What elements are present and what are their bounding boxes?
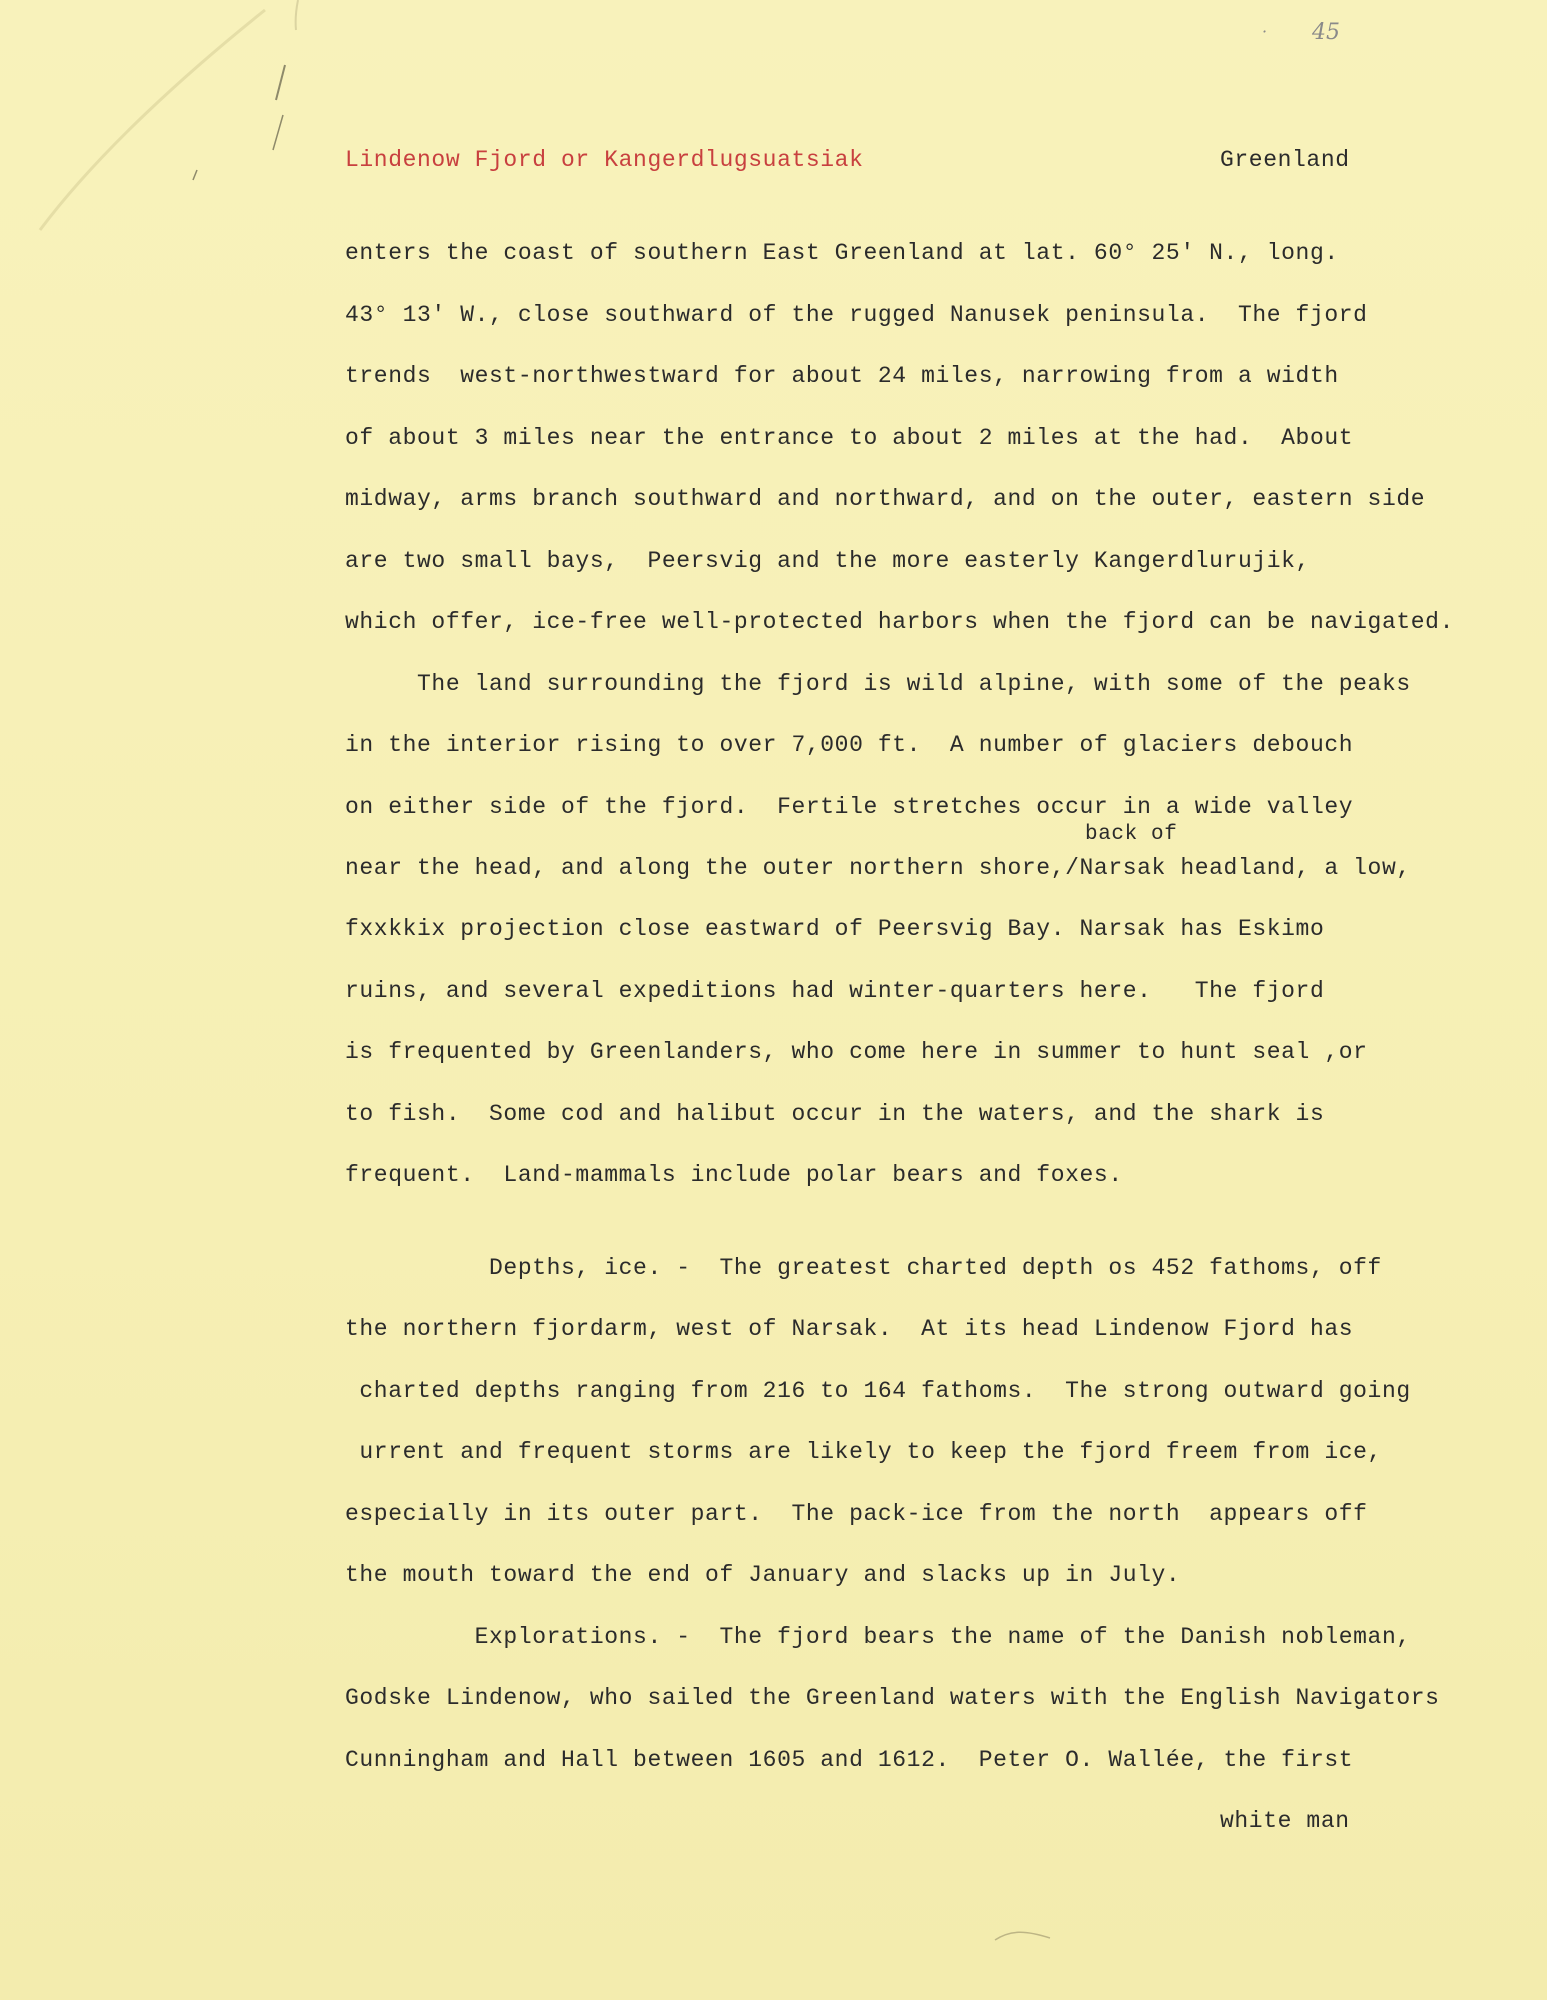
text-line: on either side of the fjord. Fertile stretches occur in a wide valley [345, 794, 1354, 820]
text-line: are two small bays, Peersvig and the more easterly Kangerdlurujik, [345, 548, 1310, 574]
text-line: the mouth toward the end of January and slacks up in July. [345, 1562, 1181, 1588]
text-line: near the head, and along the outer northern shore,/Narsak headland, a low, [345, 855, 1411, 881]
text-line: trends west-northwestward for about 24 miles, narrowing from a width [345, 363, 1339, 389]
text-line: urrent and frequent storms are likely to keep the fjord freem from ice, [345, 1439, 1382, 1465]
text-line: Depths, ice. - The greatest charted depth os 452 fathoms, off [345, 1255, 1382, 1281]
text-line: ruins, and several expeditions had winter-quarters here. The fjord [345, 978, 1325, 1004]
text-line: charted depths ranging from 216 to 164 fathoms. The strong outward going [345, 1378, 1411, 1404]
text-line: Explorations. - The fjord bears the name of the Danish nobleman, [345, 1624, 1411, 1650]
catchword: white man [1220, 1808, 1350, 1834]
text-line: Godske Lindenow, who sailed the Greenland waters with the English Navigators [345, 1685, 1440, 1711]
text-line: the northern fjordarm, west of Narsak. At its head Lindenow Fjord has [345, 1316, 1354, 1342]
text-line: The land surrounding the fjord is wild alpine, with some of the peaks [345, 671, 1411, 697]
text-line: midway, arms branch southward and northward, and on the outer, eastern side [345, 486, 1426, 512]
text-line: especially in its outer part. The pack-ice from the north appears off [345, 1501, 1368, 1527]
page-number: 45 [1312, 20, 1340, 45]
text-line: Cunningham and Hall between 1605 and 1612. Peter O. Wallée, the first [345, 1747, 1354, 1773]
text-line: enters the coast of southern East Greenland at lat. 60° 25' N., long. [345, 240, 1339, 266]
text-line: to fish. Some cod and halibut occur in the waters, and the shark is [345, 1101, 1325, 1127]
text-line: fxxkkix projection close eastward of Peersvig Bay. Narsak has Eskimo [345, 916, 1325, 942]
text-line: of about 3 miles near the entrance to about 2 miles at the had. About [345, 425, 1354, 451]
text-line: in the interior rising to over 7,000 ft. A number of glaciers debouch [345, 732, 1354, 758]
pencil-tick: · [1262, 22, 1268, 41]
region-label: Greenland [1220, 147, 1350, 173]
document-title: Lindenow Fjord or Kangerdlugsuatsiak [345, 147, 864, 173]
text-line: is frequented by Greenlanders, who come here in summer to hunt seal ,or [345, 1039, 1368, 1065]
paper-fold-mark [0, 0, 320, 240]
text-line: which offer, ice-free well-protected harbors when the fjord can be navigated. [345, 609, 1454, 635]
pencil-mark [990, 1920, 1070, 1950]
interlinear-insertion: back of [1085, 823, 1178, 846]
text-line: 43° 13' W., close southward of the rugged Nanusek peninsula. The fjord [345, 302, 1368, 328]
text-line: frequent. Land-mammals include polar bears and foxes. [345, 1162, 1123, 1188]
